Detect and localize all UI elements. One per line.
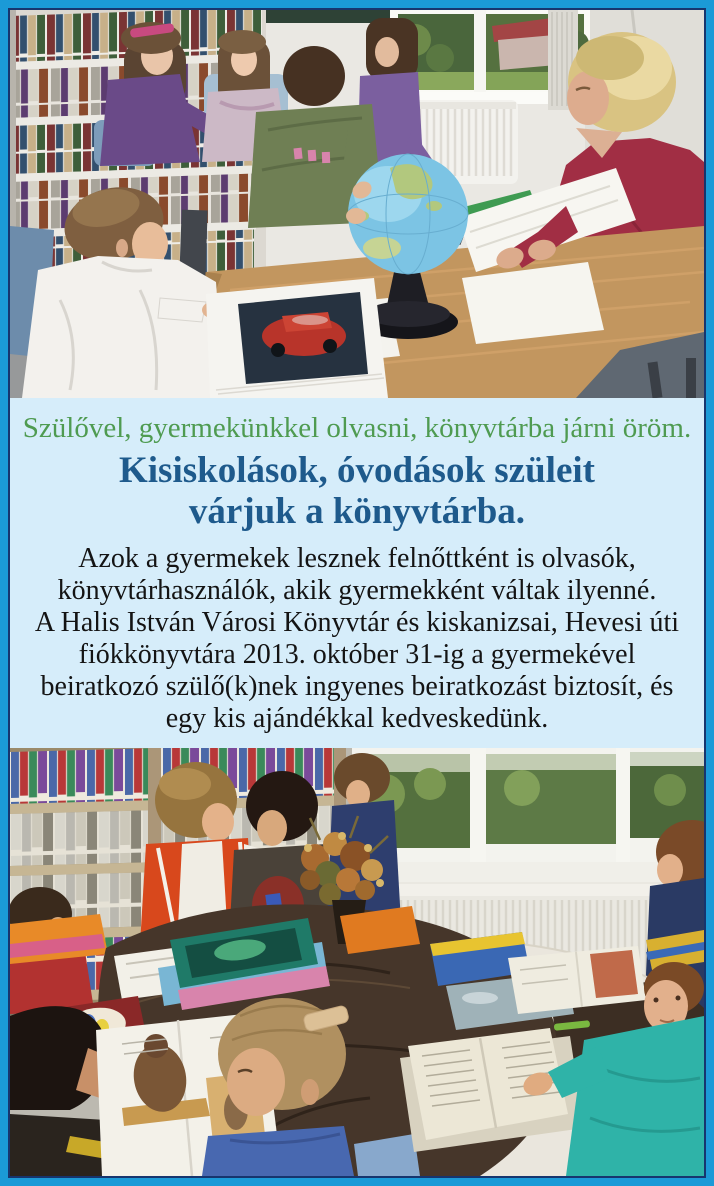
photo-bottom	[10, 748, 704, 1176]
picture-book-red-car	[206, 278, 388, 398]
body-line-5: beiratkozó szülő(k)nek ingyenes beiratkozást biztosít, és	[40, 671, 674, 702]
flyer-text-block	[10, 398, 704, 748]
window	[352, 748, 704, 882]
child-hand	[346, 208, 366, 224]
heading	[10, 450, 704, 532]
body-line-4: fiókkönyvtára 2013. október 31-ig a gyermekével	[78, 639, 636, 670]
tagline: Szülővel, gyermekünkkel olvasni, könyvtárba járni öröm.	[22, 412, 692, 444]
body-line-6: egy kis ajándékkal kedveskedünk.	[165, 703, 549, 734]
body-line-1: Azok a gyermekek lesznek felnőttként is olvasók,	[78, 543, 636, 574]
library-round-table-scene	[10, 748, 704, 1176]
face	[257, 810, 287, 846]
body-line-3: A Halis István Városi Könyvtár és kiskanizsai, Hevesi úti	[34, 607, 680, 638]
library-globe-scene	[10, 10, 704, 398]
heading-line-1: Kisiskolások, óvodások szüleit	[119, 450, 595, 491]
heading-line-2: várjuk a könyvtárba.	[188, 491, 526, 532]
face	[202, 803, 234, 841]
face	[227, 1048, 285, 1116]
photo-top	[10, 10, 704, 398]
body-paragraph	[10, 543, 704, 735]
flyer-inner-frame	[8, 8, 706, 1178]
face	[657, 854, 683, 886]
body-line-2: könyvtárhasználók, akik gyermekként váltak ilyenné.	[57, 575, 657, 606]
